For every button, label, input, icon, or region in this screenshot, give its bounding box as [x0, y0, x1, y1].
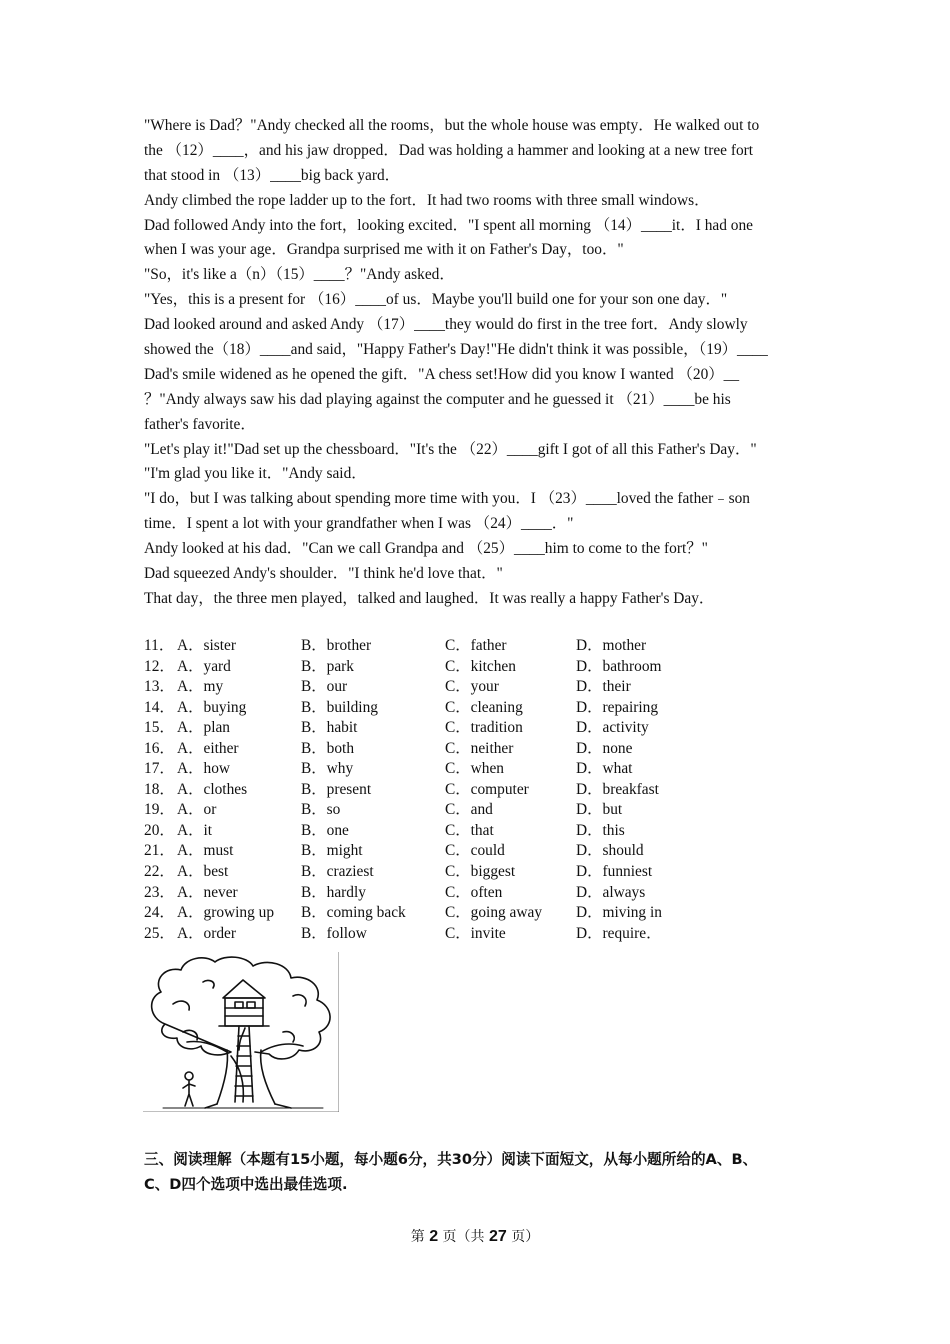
option-c: C．computer — [445, 780, 529, 798]
question-number: 18． — [144, 780, 175, 798]
question-number: 23． — [144, 883, 175, 901]
passage-line: "Let's play it!"Dad set up the chessboard．"It's the （22）____gift I got of all this Father's Day．" — [144, 440, 757, 458]
option-b: B．brother — [301, 637, 372, 654]
question-number: 25． — [144, 924, 175, 942]
option-d: D．breakfast — [576, 780, 659, 798]
passage-line: that stood in （13）____big back yard． — [144, 166, 401, 184]
question-number: 24． — [144, 904, 175, 922]
question-row — [144, 883, 704, 904]
option-c: C．and — [445, 801, 493, 819]
option-d: D．mother — [576, 637, 647, 654]
option-d: D．bathroom — [576, 657, 662, 675]
option-d: D．funniest — [576, 863, 653, 881]
question-number: 16． — [144, 739, 175, 757]
passage-line: when I was your age．Grandpa surprised me with it on Father's Day，too．" — [144, 241, 624, 259]
option-c: C．that — [445, 821, 494, 839]
option-b: B．both — [301, 739, 355, 757]
answer-options-table — [144, 636, 704, 944]
question-row — [144, 698, 704, 719]
question-row — [144, 636, 704, 657]
question-row — [144, 657, 704, 678]
question-number: 12． — [144, 657, 175, 675]
option-c: C．kitchen — [445, 657, 516, 675]
option-a: A．order — [177, 924, 236, 942]
option-d: D．require． — [576, 924, 662, 942]
option-b: B．might — [301, 842, 363, 860]
passage-line: Dad followed Andy into the fort，looking excited．"I spent all morning （14）____it．I had one — [144, 216, 753, 234]
question-number: 17． — [144, 760, 175, 778]
question-number: 20． — [144, 821, 175, 839]
footer-middle: 页（共 — [438, 1229, 489, 1245]
option-c: C．invite — [445, 924, 506, 942]
option-b: B．habit — [301, 719, 358, 737]
option-c: C．often — [445, 883, 503, 901]
option-a: A．buying — [177, 698, 247, 716]
passage-line: ？"Andy always saw his dad playing against the computer and he guessed it （21）____be his — [144, 390, 731, 408]
option-d: D．their — [576, 678, 631, 696]
passage-line: Andy climbed the rope ladder up to the fort．It had two rooms with three small windows． — [144, 191, 710, 209]
option-d: D．always — [576, 883, 646, 901]
option-a: A．must — [177, 842, 234, 860]
option-a: A．growing up — [177, 904, 275, 922]
option-b: B．our — [301, 678, 348, 696]
option-c: C．going away — [445, 904, 543, 922]
question-number: 21． — [144, 842, 175, 860]
passage-line: "So，it's like a（n）（15）____？"Andy asked． — [144, 266, 455, 284]
passage-line: Dad's smile widened as he opened the gift．"A chess set!How did you know I wanted （20）__ — [144, 365, 740, 383]
section-heading-line: 三、阅读理解（本题有15小题，每小题6分，共30分）阅读下面短文，从每小题所给的A、B、 — [144, 1151, 758, 1168]
option-d: D．but — [576, 801, 623, 819]
question-number: 22． — [144, 863, 175, 881]
passage-line: time．I spent a lot with your grandfather when I was （24）____．" — [144, 515, 574, 533]
passage-line: That day，the three men played，talked and laughed．It was really a happy Father's Day． — [144, 589, 715, 607]
option-b: B．park — [301, 657, 355, 675]
page-total: 27 — [489, 1228, 507, 1245]
question-row — [144, 924, 704, 945]
option-b: B．so — [301, 801, 341, 819]
question-number: 11． — [144, 637, 175, 654]
option-a: A．yard — [177, 657, 231, 675]
passage-line: "Where is Dad？"Andy checked all the rooms，but the whole house was empty．He walked out to — [144, 117, 760, 134]
option-d: D．activity — [576, 719, 649, 737]
passage-line: the （12）____，and his jaw dropped．Dad was holding a hammer and looking at a new tree fort — [144, 141, 754, 159]
passage-line: showed the（18）____and said，"Happy Father's Day!"He didn't think it was possible，（19）____ — [144, 341, 768, 359]
option-d: D．should — [576, 842, 644, 860]
question-number: 19． — [144, 801, 175, 819]
option-a: A．my — [177, 678, 224, 696]
option-c: C．biggest — [445, 863, 516, 881]
tree-fort-illustration — [143, 952, 339, 1112]
option-b: B．hardly — [301, 883, 366, 901]
question-row — [144, 677, 704, 698]
page-number: 2 — [429, 1228, 439, 1245]
option-a: A．sister — [177, 637, 236, 654]
section-heading — [144, 1147, 814, 1197]
footer-suffix: 页） — [506, 1229, 540, 1245]
option-a: A．or — [177, 801, 217, 819]
question-row — [144, 862, 704, 883]
question-number: 15． — [144, 719, 175, 737]
option-d: D．repairing — [576, 698, 659, 716]
option-d: D．what — [576, 760, 633, 778]
option-c: C．your — [445, 678, 499, 696]
option-d: D．this — [576, 821, 625, 839]
option-c: C．cleaning — [445, 698, 523, 716]
option-a: A．best — [177, 863, 229, 881]
question-row — [144, 780, 704, 801]
question-row — [144, 739, 704, 760]
option-b: B．coming back — [301, 904, 406, 922]
option-b: B．building — [301, 698, 378, 716]
option-a: A．clothes — [177, 780, 248, 798]
option-a: A．never — [177, 883, 238, 901]
option-b: B．why — [301, 760, 354, 778]
question-row — [144, 800, 704, 821]
footer-prefix: 第 — [410, 1229, 430, 1245]
question-row — [144, 903, 704, 924]
passage-line: "I'm glad you like it．"Andy said． — [144, 465, 367, 483]
option-b: B．one — [301, 821, 349, 839]
option-c: C．when — [445, 760, 504, 778]
question-row — [144, 841, 704, 862]
option-d: D．none — [576, 739, 633, 757]
option-c: C．tradition — [445, 719, 523, 737]
question-number: 13． — [144, 678, 175, 696]
passage-line: father's favorite． — [144, 415, 256, 433]
option-a: A．how — [177, 760, 231, 778]
question-row — [144, 821, 704, 842]
question-number: 14． — [144, 698, 175, 716]
option-b: B．craziest — [301, 863, 374, 881]
option-a: A．it — [177, 821, 213, 839]
option-b: B．present — [301, 780, 372, 798]
passage-line: Andy looked at his dad．"Can we call Grandpa and （25）____him to come to the fort？" — [144, 540, 708, 558]
page-footer — [0, 1226, 950, 1246]
passage-line: "Yes，this is a present for （16）____of us．Maybe you'll build one for your son one day．" — [144, 291, 728, 309]
option-c: C．could — [445, 842, 505, 860]
option-a: A．plan — [177, 719, 231, 737]
option-d: D．miving in — [576, 904, 662, 922]
option-b: B．follow — [301, 924, 367, 942]
section-heading-line: C、D四个选项中选出最佳选项. — [144, 1176, 348, 1193]
option-c: C．father — [445, 637, 507, 654]
option-c: C．neither — [445, 739, 514, 757]
passage — [144, 114, 810, 612]
passage-line: "I do，but I was talking about spending more time with you．I （23）____loved the father﹣son — [144, 490, 750, 508]
question-row — [144, 718, 704, 739]
passage-line: Dad looked around and asked Andy （17）____they would do first in the tree fort．Andy slowly — [144, 316, 748, 334]
passage-line: Dad squeezed Andy's shoulder．"I think he'd love that．" — [144, 565, 503, 583]
question-row — [144, 759, 704, 780]
option-a: A．either — [177, 739, 239, 757]
